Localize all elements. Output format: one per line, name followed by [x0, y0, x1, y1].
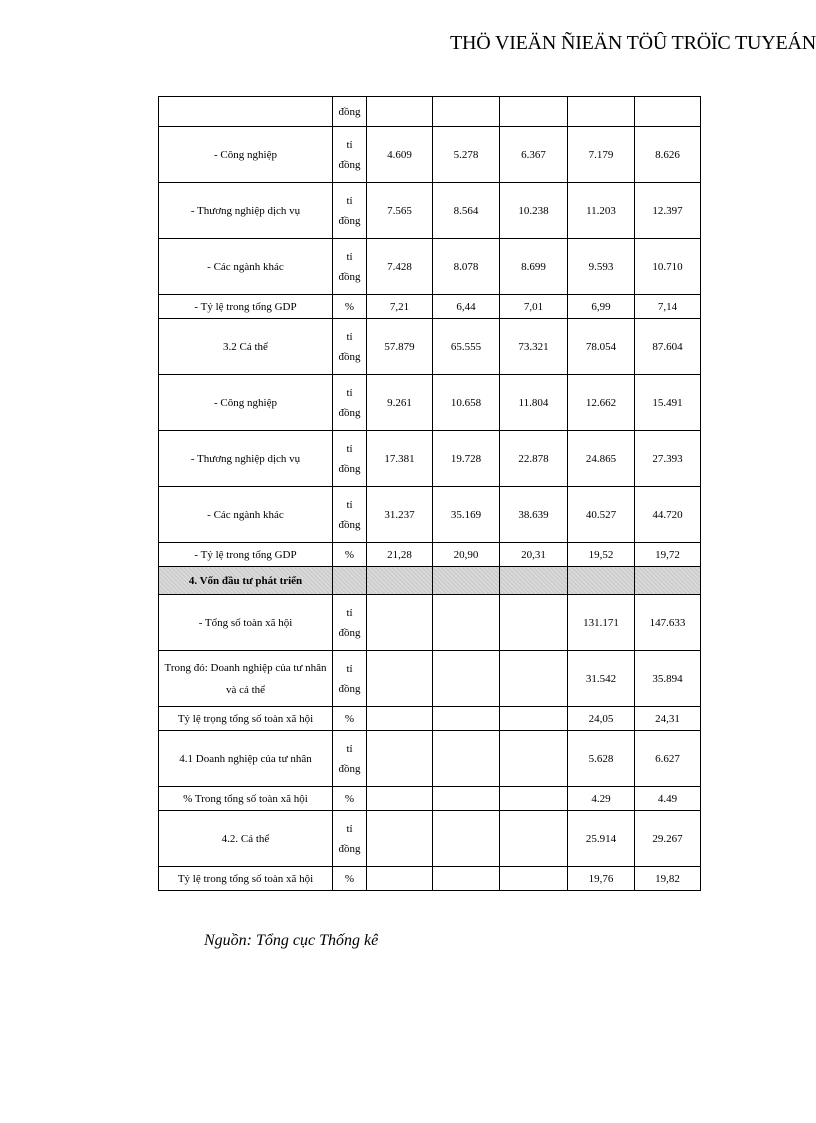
value-cell: 19.728 [433, 431, 500, 487]
value-cell [500, 707, 568, 731]
table-row [159, 567, 701, 595]
value-cell [568, 97, 635, 127]
unit-text: tỉ [346, 662, 353, 675]
table-row [159, 127, 701, 183]
value-cell: 10.658 [433, 375, 500, 431]
value-cell: 8.564 [433, 183, 500, 239]
row-unit [333, 431, 367, 487]
value-cell [433, 787, 500, 811]
value-cell: 4.609 [367, 127, 433, 183]
unit-text: đồng [338, 682, 361, 695]
value-cell [635, 97, 701, 127]
value-cell: 12.397 [635, 183, 701, 239]
value-cell: 24,31 [635, 707, 701, 731]
table-row [159, 707, 701, 731]
unit-text: tỉ [346, 822, 353, 835]
value-cell: 10.710 [635, 239, 701, 295]
value-cell [433, 731, 500, 787]
table-row [159, 97, 701, 127]
value-cell: 4.49 [635, 787, 701, 811]
value-cell: 25.914 [568, 811, 635, 867]
value-cell [500, 567, 568, 595]
value-cell: 87.604 [635, 319, 701, 375]
table-row [159, 239, 701, 295]
table-row [159, 867, 701, 891]
unit-text: đồng [338, 350, 361, 363]
row-unit [333, 651, 367, 707]
table-row [159, 595, 701, 651]
value-cell: 78.054 [568, 319, 635, 375]
value-cell: 57.879 [367, 319, 433, 375]
table-row [159, 787, 701, 811]
value-cell: 9.261 [367, 375, 433, 431]
value-cell [635, 567, 701, 595]
unit-text: đồng [338, 842, 361, 855]
unit-text: đồng [338, 214, 361, 227]
value-cell [433, 651, 500, 707]
row-unit [333, 707, 367, 731]
value-cell: 9.593 [568, 239, 635, 295]
value-cell [433, 595, 500, 651]
row-label: - Công nghiệp [159, 375, 333, 431]
value-cell: 7.179 [568, 127, 635, 183]
value-cell [367, 787, 433, 811]
value-cell [500, 97, 568, 127]
value-cell: 5.278 [433, 127, 500, 183]
row-unit [333, 595, 367, 651]
value-cell [500, 787, 568, 811]
row-unit [333, 543, 367, 567]
value-cell: 19,52 [568, 543, 635, 567]
value-cell: 12.662 [568, 375, 635, 431]
value-cell: 44.720 [635, 487, 701, 543]
value-cell [500, 651, 568, 707]
value-cell: 35.169 [433, 487, 500, 543]
value-cell: 11.203 [568, 183, 635, 239]
table-row [159, 319, 701, 375]
value-cell: 11.804 [500, 375, 568, 431]
value-cell: 20,90 [433, 543, 500, 567]
statistics-table [158, 96, 701, 891]
row-unit [333, 239, 367, 295]
row-label: - Các ngành khác [159, 487, 333, 543]
value-cell: 6,44 [433, 295, 500, 319]
value-cell: 19,76 [568, 867, 635, 891]
value-cell: 35.894 [635, 651, 701, 707]
row-unit [333, 127, 367, 183]
value-cell [367, 567, 433, 595]
value-cell: 38.639 [500, 487, 568, 543]
value-cell [433, 811, 500, 867]
unit-text: tỉ [346, 442, 353, 455]
value-cell: 19,82 [635, 867, 701, 891]
table-row [159, 731, 701, 787]
unit-text: đồng [338, 518, 361, 531]
unit-text: tỉ [346, 498, 353, 511]
value-cell: 147.633 [635, 595, 701, 651]
value-cell [433, 567, 500, 595]
unit-text: % [344, 300, 355, 313]
value-cell: 24.865 [568, 431, 635, 487]
table-row [159, 487, 701, 543]
row-unit [333, 375, 367, 431]
row-label: - Tổng số toàn xã hội [159, 595, 333, 651]
row-unit [333, 811, 367, 867]
value-cell [500, 811, 568, 867]
unit-text: tỉ [346, 194, 353, 207]
value-cell [433, 707, 500, 731]
row-label: Trong đó: Doanh nghiệp của tư nhân và cá thể [159, 651, 333, 707]
value-cell: 8.699 [500, 239, 568, 295]
row-label: - Thương nghiệp dịch vụ [159, 183, 333, 239]
row-label: 3.2 Cá thể [159, 319, 333, 375]
table-row [159, 543, 701, 567]
page-header: THÖ VIEÄN ÑIEÄN TÖÛ TRÖÏC TUYEÁN [450, 32, 816, 54]
table-row [159, 651, 701, 707]
row-label: % Trong tổng số toàn xã hội [159, 787, 333, 811]
row-unit [333, 319, 367, 375]
value-cell: 7.428 [367, 239, 433, 295]
row-unit [333, 731, 367, 787]
value-cell: 22.878 [500, 431, 568, 487]
unit-text: tỉ [346, 330, 353, 343]
value-cell [568, 567, 635, 595]
table-row [159, 183, 701, 239]
row-unit [333, 97, 367, 127]
value-cell: 8.626 [635, 127, 701, 183]
value-cell: 131.171 [568, 595, 635, 651]
value-cell: 7,14 [635, 295, 701, 319]
unit-text: đồng [338, 626, 361, 639]
value-cell [433, 867, 500, 891]
value-cell: 20,31 [500, 543, 568, 567]
value-cell: 6.367 [500, 127, 568, 183]
value-cell: 4.29 [568, 787, 635, 811]
value-cell: 6,99 [568, 295, 635, 319]
value-cell: 73.321 [500, 319, 568, 375]
row-unit [333, 183, 367, 239]
unit-text: % [344, 548, 355, 561]
value-cell: 5.628 [568, 731, 635, 787]
value-cell: 27.393 [635, 431, 701, 487]
row-unit [333, 295, 367, 319]
value-cell: 21,28 [367, 543, 433, 567]
value-cell: 31.542 [568, 651, 635, 707]
table-row [159, 375, 701, 431]
row-label: Tỷ lệ trọng tổng số toàn xã hội [159, 707, 333, 731]
row-label: 4.2. Cá thể [159, 811, 333, 867]
unit-text: tỉ [346, 138, 353, 151]
unit-text: tỉ [346, 606, 353, 619]
value-cell: 17.381 [367, 431, 433, 487]
value-cell: 29.267 [635, 811, 701, 867]
unit-text: đồng [338, 105, 361, 118]
value-cell: 40.527 [568, 487, 635, 543]
value-cell: 24,05 [568, 707, 635, 731]
row-label [159, 97, 333, 127]
value-cell: 65.555 [433, 319, 500, 375]
table-row [159, 431, 701, 487]
row-label: - Công nghiệp [159, 127, 333, 183]
value-cell [367, 97, 433, 127]
unit-text: đồng [338, 406, 361, 419]
unit-text: tỉ [346, 386, 353, 399]
row-unit [333, 787, 367, 811]
value-cell [367, 651, 433, 707]
row-label: - Tỷ lệ trong tổng GDP [159, 543, 333, 567]
unit-text: đồng [338, 270, 361, 283]
value-cell [367, 707, 433, 731]
unit-text: % [344, 792, 355, 805]
value-cell: 6.627 [635, 731, 701, 787]
value-cell: 19,72 [635, 543, 701, 567]
value-cell: 8.078 [433, 239, 500, 295]
row-label: - Tỷ lệ trong tổng GDP [159, 295, 333, 319]
value-cell [500, 595, 568, 651]
row-unit [333, 867, 367, 891]
value-cell [367, 811, 433, 867]
value-cell: 7,21 [367, 295, 433, 319]
unit-text: tỉ [346, 250, 353, 263]
row-label: 4.1 Doanh nghiệp của tư nhân [159, 731, 333, 787]
value-cell [500, 867, 568, 891]
value-cell: 10.238 [500, 183, 568, 239]
table-row [159, 295, 701, 319]
value-cell [367, 731, 433, 787]
table-row [159, 811, 701, 867]
row-label: - Các ngành khác [159, 239, 333, 295]
row-label: Tỷ lệ trong tổng số toàn xã hội [159, 867, 333, 891]
value-cell [433, 97, 500, 127]
value-cell [500, 731, 568, 787]
source-note: Nguồn: Tổng cục Thống kê [204, 932, 379, 949]
value-cell: 31.237 [367, 487, 433, 543]
row-unit [333, 567, 367, 595]
value-cell: 7.565 [367, 183, 433, 239]
unit-text: đồng [338, 158, 361, 171]
row-label: - Thương nghiệp dịch vụ [159, 431, 333, 487]
unit-text: đồng [338, 462, 361, 475]
value-cell: 7,01 [500, 295, 568, 319]
unit-text: đồng [338, 762, 361, 775]
value-cell [367, 867, 433, 891]
value-cell: 15.491 [635, 375, 701, 431]
row-label: 4. Vốn đầu tư phát triển [159, 567, 333, 595]
row-unit [333, 487, 367, 543]
unit-text: % [344, 712, 355, 725]
unit-text: tỉ [346, 742, 353, 755]
value-cell [367, 595, 433, 651]
unit-text: % [344, 872, 355, 885]
